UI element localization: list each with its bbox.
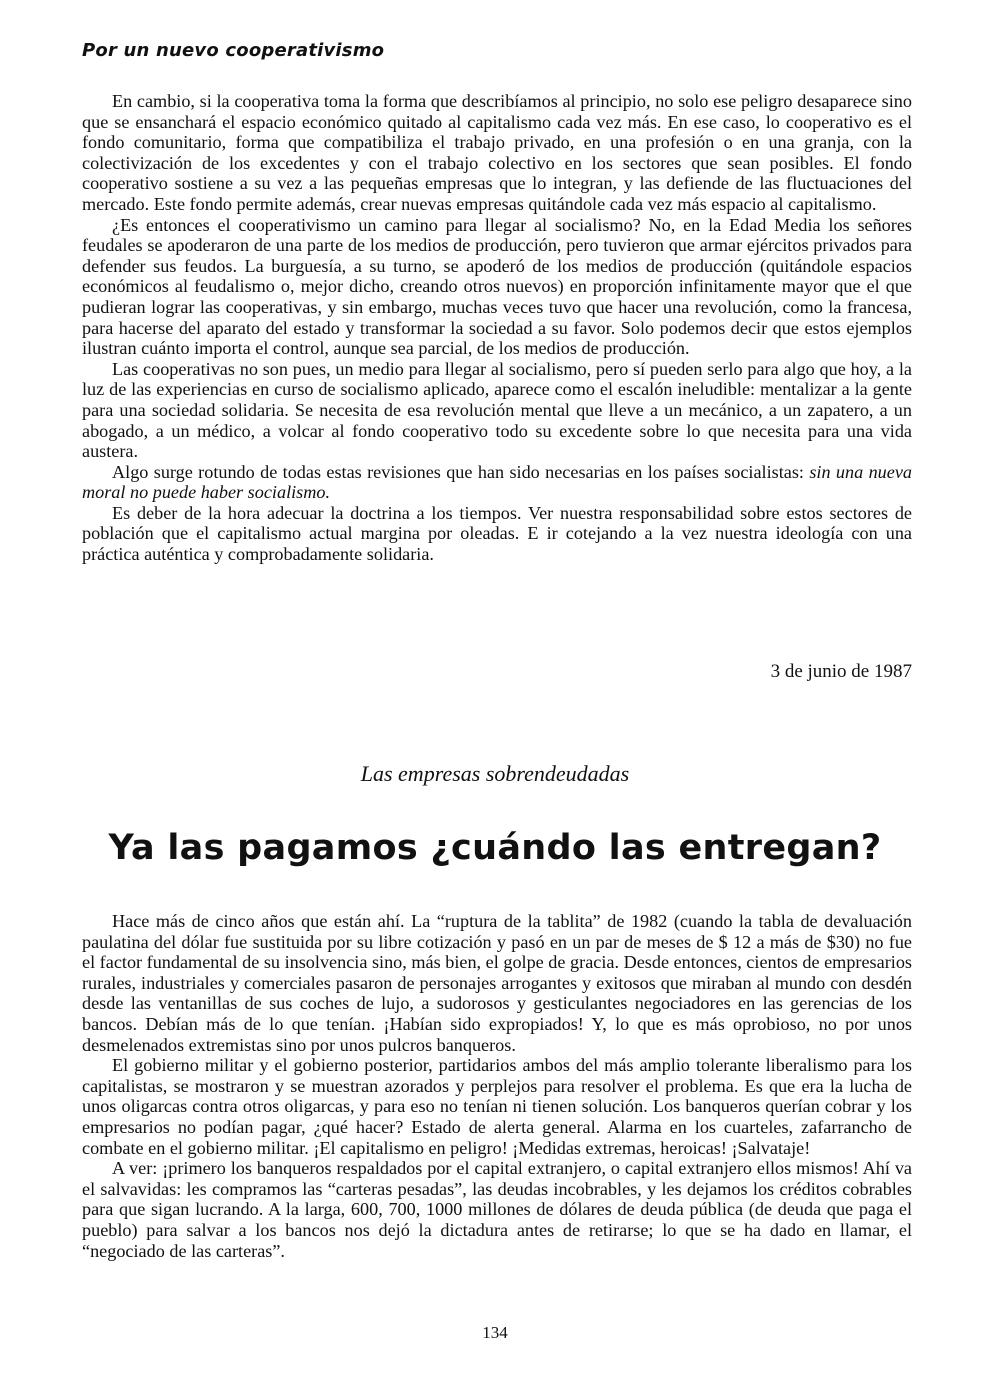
- paragraph: [82, 462, 912, 503]
- article-body-2: [82, 911, 912, 1261]
- paragraph-text: Algo surge rotundo de todas estas revisiones que han sido necesarias en los países socialistas:: [112, 461, 810, 482]
- paragraph: En cambio, si la cooperativa toma la forma que describíamos al principio, no solo ese peligro desaparece sino que se ensanchará el espacio económico quitado al capitalismo cada vez más. En ese caso, lo cooperativo es el fondo comunitario, forma que compatibiliza el trabajo privado, en una profesión o en una granja, con la colectivización de los excedentes y con el trabajo colectivo en los sectores que sean posibles. El fondo cooperativo sostiene a su vez a las pequeñas empresas que lo integran, y las defiende de las fluctuaciones del mercado. Este fondo permite además, crear nuevas empresas quitándole cada vez más espacio al capitalismo.: [82, 91, 912, 214]
- paragraph: Las cooperativas no son pues, un medio para llegar al socialismo, pero sí pueden serlo para algo que hoy, a la luz de las experiencias en curso de socialismo aplicado, aparece como el escalón ineludible: mentalizar a la gente para una sociedad solidaria. Se necesita de esa revolución mental que lleve a un mecánico, a un zapatero, a un abogado, a un médico, a volcar al fondo cooperativo todo su excedente sobre lo que necesita para una vida austera.: [82, 358, 912, 462]
- article-date: 3 de junio de 1987: [770, 661, 912, 682]
- paragraph: El gobierno militar y el gobierno posterior, partidarios ambos del más amplio tolerante liberalismo para los capitalistas, se mostraron y se muestran azorados y perplejos para resolver el problema. Es que era la lucha de unos oligarcas contra otros oligarcas, y para eso no tenían ni tienen solución. Los banqueros querían cobrar y los empresarios no podían pagar, ¿qué hacer? Estado de alerta general. Alarma en los cuarteles, zafarrancho de combate en el gobierno militar. ¡El capitalismo en peligro! ¡Medidas extremas, heroicas! ¡Salvataje!: [82, 1055, 912, 1158]
- article-headline: Ya las pagamos ¿cuándo las entregan?: [108, 828, 882, 868]
- page-number: 134: [482, 1323, 508, 1342]
- article-subtitle: Las empresas sobrendeudadas: [360, 761, 630, 786]
- article-body-1: [82, 91, 912, 565]
- paragraph: Es deber de la hora adecuar la doctrina a los tiempos. Ver nuestra responsabilidad sobre estos sectores de población que el capitalismo actual margina por oleadas. E ir cotejando a la vez nuestra ideología con una práctica auténtica y comprobadamente solidaria.: [82, 502, 912, 565]
- running-header: Por un nuevo cooperativismo: [82, 40, 385, 61]
- paragraph: Hace más de cinco años que están ahí. La “ruptura de la tablita” de 1982 (cuando la tabla de devaluación paulatina del dólar fue sustituida por su libre cotización y pasó en un par de meses de $ 12 a más de $30) no fue el factor fundamental de su insolvencia sino, más bien, el golpe de gracia. Desde entonces, cientos de empresarios rurales, industriales y comerciales pasaron de personajes arrogantes y exitosos que miraban al mundo con desdén desde las ventanillas de sus coches de lujo, a sudorosos y gesticulantes negociadores en las gerencias de los bancos. Debían más de lo que tenían. ¡Habían sido expropiados! Y, lo que es más oprobioso, no por unos desmelenados extremistas sino por unos pulcros banqueros.: [82, 911, 912, 1055]
- paragraph: ¿Es entonces el cooperativismo un camino para llegar al socialismo? No, en la Edad Media los señores feudales se apoderaron de una parte de los medios de producción, pero tuvieron que armar ejércitos privados para defender sus feudos. La burguesía, a su turno, se apoderó de los medios de producción (quitándole espacios económicos al feudalismo o, mejor dicho, creando otros nuevos) en proporción infinitamente mayor que el que pudieran lograr las cooperativas, y sin embargo, muchas veces tuvo que hacer una revolución, como la francesa, para hacerse del aparato del estado y transformar la sociedad a su favor. Solo podemos decir que estos ejemplos ilustran cuánto importa el control, aunque sea parcial, de los medios de producción.: [82, 214, 912, 359]
- emphasis-text: sin una nueva moral no puede haber socialismo.: [82, 461, 913, 503]
- paragraph: A ver: ¡primero los banqueros respaldados por el capital extranjero, o capital extranjero ellos mismos! Ahí va el salvavidas: les compramos las “carteras pesadas”, las deudas incobrables, y les dejamos los créditos cobrables para que sigan lucrando. A la larga, 600, 700, 1000 millones de dólares de deuda pública (de deuda que paga el pueblo) para salvar a los bancos nos dejó la dictadura antes de retirarse; lo que se ha dado en llamar, el “negociado de las carteras”.: [82, 1158, 912, 1261]
